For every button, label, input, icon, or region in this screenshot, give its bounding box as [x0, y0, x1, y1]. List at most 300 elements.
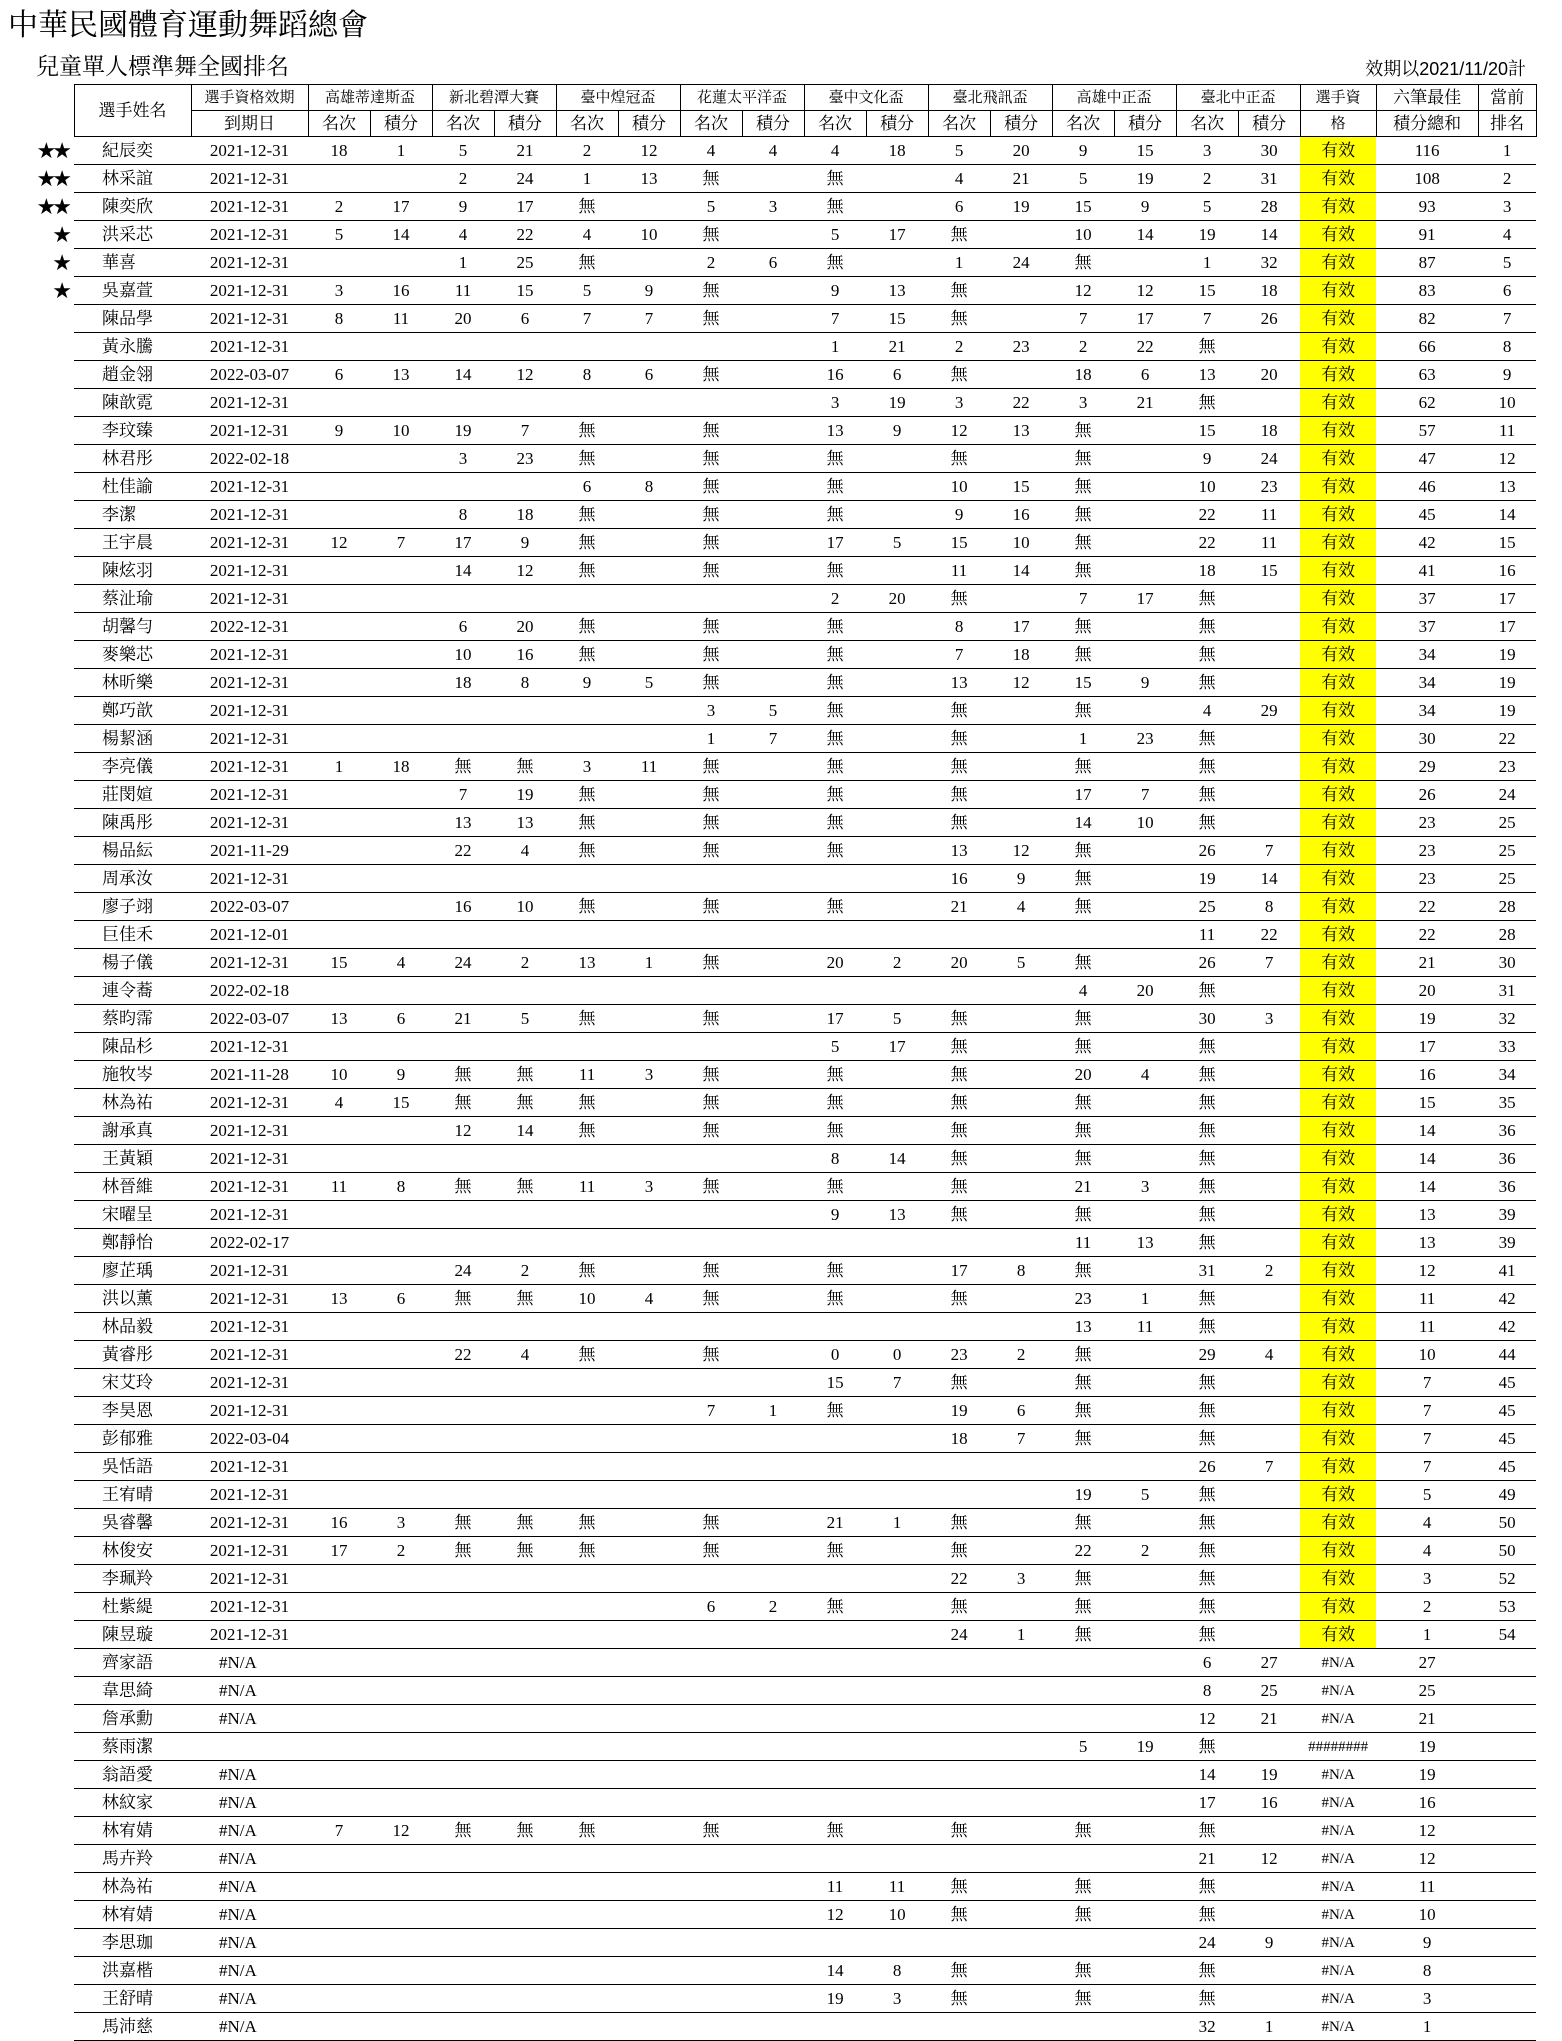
event4-rank: 無	[680, 221, 742, 249]
event2-score	[494, 1453, 556, 1481]
rank-subheader: 名次	[1176, 111, 1238, 137]
player-name: 陳品學	[74, 305, 191, 333]
event8-rank: 26	[1176, 837, 1238, 865]
event8-score: 11	[1238, 501, 1300, 529]
player-name: 詹承勳	[74, 1705, 191, 1733]
event3-rank	[556, 725, 618, 753]
current-rank: 17	[1478, 585, 1536, 613]
current-rank	[1478, 1789, 1536, 1817]
event1-rank: 9	[308, 417, 370, 445]
event4-score: 3	[742, 193, 804, 221]
event5-score	[866, 697, 928, 725]
star-rating	[34, 1929, 74, 1957]
event2-rank	[432, 1733, 494, 1761]
event4-score	[742, 1257, 804, 1285]
event8-score: 12	[1238, 1845, 1300, 1873]
event4-score	[742, 1929, 804, 1957]
event7-score	[1114, 1145, 1176, 1173]
event2-rank: 無	[432, 1537, 494, 1565]
best-score-total: 3	[1376, 1565, 1478, 1593]
event4-score	[742, 1145, 804, 1173]
event8-rank: 15	[1176, 277, 1238, 305]
event6-score: 24	[990, 249, 1052, 277]
event6-score	[990, 725, 1052, 753]
event3-rank	[556, 1677, 618, 1705]
event2-rank: 無	[432, 1061, 494, 1089]
eligibility-status: 有效	[1300, 1453, 1376, 1481]
best-score-total: 5	[1376, 1481, 1478, 1509]
event8-score	[1238, 1201, 1300, 1229]
best-score-header: 六筆最佳	[1376, 85, 1478, 111]
expiry-date: #N/A	[191, 1761, 308, 1789]
event8-rank: 18	[1176, 557, 1238, 585]
player-name: 王宇晨	[74, 529, 191, 557]
best-score-total: 19	[1376, 1005, 1478, 1033]
event2-score	[494, 1565, 556, 1593]
event8-rank: 無	[1176, 753, 1238, 781]
event8-score: 1	[1238, 2013, 1300, 2041]
current-rank: 39	[1478, 1201, 1536, 1229]
event4-score	[742, 1425, 804, 1453]
event3-rank: 無	[556, 501, 618, 529]
table-row	[34, 865, 1536, 893]
event1-score	[370, 977, 432, 1005]
eligibility-status: 有效	[1300, 137, 1376, 165]
event5-rank: 20	[804, 949, 866, 977]
event2-rank	[432, 1649, 494, 1677]
table-body	[34, 137, 1536, 2041]
event4-rank: 無	[680, 529, 742, 557]
player-name: 洪嘉楷	[74, 1957, 191, 1985]
event7-score	[1114, 1509, 1176, 1537]
event2-score	[494, 1649, 556, 1677]
event6-score	[990, 1705, 1052, 1733]
event4-score	[742, 1453, 804, 1481]
event4-score	[742, 641, 804, 669]
event8-rank: 11	[1176, 921, 1238, 949]
event3-score	[618, 725, 680, 753]
event7-rank: 無	[1052, 529, 1114, 557]
player-name: 陳禹彤	[74, 809, 191, 837]
table-row	[34, 1817, 1536, 1845]
player-name: 林俊安	[74, 1537, 191, 1565]
table-row	[34, 361, 1536, 389]
event4-rank: 無	[680, 1117, 742, 1145]
event8-score	[1238, 1369, 1300, 1397]
eligibility-status: #N/A	[1300, 1985, 1376, 2013]
table-row	[34, 1397, 1536, 1425]
event8-score	[1238, 1089, 1300, 1117]
expiry-date: 2021-12-31	[191, 557, 308, 585]
event7-rank: 14	[1052, 809, 1114, 837]
event-header: 臺北飛訊盃	[928, 85, 1052, 111]
event8-score: 32	[1238, 249, 1300, 277]
event7-score	[1114, 1761, 1176, 1789]
star-rating	[34, 1593, 74, 1621]
player-name: 巨佳禾	[74, 921, 191, 949]
event7-rank: 19	[1052, 1481, 1114, 1509]
event1-score: 9	[370, 1061, 432, 1089]
event2-score	[494, 473, 556, 501]
event4-rank: 7	[680, 1397, 742, 1425]
eligibility-status: 有效	[1300, 1089, 1376, 1117]
expiry-date: 2021-11-29	[191, 837, 308, 865]
event5-rank: 無	[804, 1117, 866, 1145]
player-name: 黃永騰	[74, 333, 191, 361]
event4-score	[742, 1033, 804, 1061]
event8-rank: 1	[1176, 249, 1238, 277]
event3-score: 5	[618, 669, 680, 697]
event4-rank: 無	[680, 949, 742, 977]
event2-rank	[432, 1201, 494, 1229]
event4-score	[742, 333, 804, 361]
player-name: 連令蕎	[74, 977, 191, 1005]
event5-rank	[804, 1453, 866, 1481]
event5-rank: 無	[804, 1537, 866, 1565]
event1-rank	[308, 837, 370, 865]
event3-rank	[556, 1845, 618, 1873]
event4-score	[742, 473, 804, 501]
event5-rank: 無	[804, 445, 866, 473]
event4-rank: 無	[680, 669, 742, 697]
event5-score	[866, 1565, 928, 1593]
expiry-date: 2021-12-31	[191, 1117, 308, 1145]
current-rank: 6	[1478, 277, 1536, 305]
best-score-total: 62	[1376, 389, 1478, 417]
best-score-total: 116	[1376, 137, 1478, 165]
expiry-header: 選手資格效期	[191, 85, 308, 111]
event2-rank: 14	[432, 557, 494, 585]
event8-rank: 無	[1176, 389, 1238, 417]
current-rank	[1478, 1929, 1536, 1957]
event4-rank: 無	[680, 1817, 742, 1845]
current-rank-subheader: 排名	[1478, 111, 1536, 137]
star-rating	[34, 837, 74, 865]
event3-rank: 無	[556, 1089, 618, 1117]
event5-rank: 無	[804, 837, 866, 865]
event1-score	[370, 697, 432, 725]
event3-rank	[556, 1761, 618, 1789]
event2-score: 12	[494, 361, 556, 389]
star-rating: ★	[52, 277, 68, 303]
event7-score: 12	[1114, 277, 1176, 305]
event1-rank	[308, 1789, 370, 1817]
event3-rank	[556, 1201, 618, 1229]
eligibility-status: 有效	[1300, 1425, 1376, 1453]
event2-rank: 18	[432, 669, 494, 697]
event5-score: 13	[866, 277, 928, 305]
event6-rank: 12	[928, 417, 990, 445]
current-rank	[1478, 1649, 1536, 1677]
event5-rank: 無	[804, 1173, 866, 1201]
event5-rank	[804, 1229, 866, 1257]
event5-rank: 無	[804, 473, 866, 501]
event1-score	[370, 1929, 432, 1957]
event5-score	[866, 725, 928, 753]
event5-rank: 8	[804, 1145, 866, 1173]
event1-score	[370, 641, 432, 669]
event7-rank: 22	[1052, 1537, 1114, 1565]
event8-rank: 21	[1176, 1845, 1238, 1873]
expiry-date: 2021-12-31	[191, 1173, 308, 1201]
event3-score	[618, 1033, 680, 1061]
event2-rank	[432, 1229, 494, 1257]
best-score-total: 19	[1376, 1733, 1478, 1761]
event4-rank	[680, 1985, 742, 2013]
current-rank	[1478, 1985, 1536, 2013]
star-rating	[34, 1369, 74, 1397]
event2-rank	[432, 725, 494, 753]
eligibility-status: 有效	[1300, 1061, 1376, 1089]
star-rating	[34, 529, 74, 557]
event5-score: 19	[866, 389, 928, 417]
event5-score	[866, 2013, 928, 2041]
event3-score	[618, 781, 680, 809]
event7-score: 7	[1114, 781, 1176, 809]
event2-score: 23	[494, 445, 556, 473]
event5-score	[866, 669, 928, 697]
event7-rank: 7	[1052, 585, 1114, 613]
event1-rank	[308, 1397, 370, 1425]
event4-score	[742, 1537, 804, 1565]
player-name: 彭郁雅	[74, 1425, 191, 1453]
event6-rank: 無	[928, 753, 990, 781]
event6-rank: 13	[928, 669, 990, 697]
event7-score	[1114, 1257, 1176, 1285]
event8-score: 23	[1238, 473, 1300, 501]
event3-score	[618, 1761, 680, 1789]
event4-rank	[680, 1873, 742, 1901]
event3-rank	[556, 585, 618, 613]
eligibility-status: 有效	[1300, 613, 1376, 641]
expiry-date: 2021-12-31	[191, 585, 308, 613]
event6-rank	[928, 1677, 990, 1705]
event2-rank	[432, 921, 494, 949]
event5-score	[866, 641, 928, 669]
current-rank: 49	[1478, 1481, 1536, 1509]
event1-score	[370, 1957, 432, 1985]
event4-rank: 無	[680, 809, 742, 837]
table-row	[34, 613, 1536, 641]
event7-score	[1114, 1397, 1176, 1425]
eligibility-status: 有效	[1300, 529, 1376, 557]
star-rating: ★★	[36, 165, 68, 191]
event1-rank	[308, 641, 370, 669]
event1-score	[370, 1621, 432, 1649]
table-row	[34, 1061, 1536, 1089]
event6-rank: 無	[928, 585, 990, 613]
event1-score: 7	[370, 529, 432, 557]
event8-score: 30	[1238, 137, 1300, 165]
event1-rank	[308, 389, 370, 417]
event6-score	[990, 1145, 1052, 1173]
event6-rank: 無	[928, 1033, 990, 1061]
event2-rank: 4	[432, 221, 494, 249]
event3-score: 7	[618, 305, 680, 333]
score-subheader: 積分	[1238, 111, 1300, 137]
event4-score	[742, 1481, 804, 1509]
event1-score	[370, 1257, 432, 1285]
eligibility-status: 有效	[1300, 977, 1376, 1005]
event4-score	[742, 1229, 804, 1257]
event3-rank: 無	[556, 1257, 618, 1285]
event4-score	[742, 1173, 804, 1201]
event8-score: 14	[1238, 221, 1300, 249]
star-rating	[34, 1901, 74, 1929]
event7-score	[1114, 1089, 1176, 1117]
table-row	[34, 949, 1536, 977]
event6-rank: 17	[928, 1257, 990, 1285]
event5-rank: 無	[804, 725, 866, 753]
event8-score: 20	[1238, 361, 1300, 389]
event8-rank: 無	[1176, 781, 1238, 809]
event6-rank	[928, 1761, 990, 1789]
event8-score	[1238, 977, 1300, 1005]
table-row	[34, 557, 1536, 585]
event2-rank	[432, 1313, 494, 1341]
eligibility-status: 有效	[1300, 1537, 1376, 1565]
player-name: 馬沛慈	[74, 2013, 191, 2041]
event3-score	[618, 585, 680, 613]
player-name: 林為祐	[74, 1089, 191, 1117]
event3-rank: 無	[556, 445, 618, 473]
event4-score	[742, 165, 804, 193]
score-subheader: 積分	[990, 111, 1052, 137]
event1-rank: 3	[308, 277, 370, 305]
event1-score	[370, 613, 432, 641]
event3-rank: 3	[556, 753, 618, 781]
event1-rank	[308, 921, 370, 949]
event5-score	[866, 809, 928, 837]
event3-rank	[556, 1873, 618, 1901]
event7-score: 5	[1114, 1481, 1176, 1509]
best-score-total: 34	[1376, 641, 1478, 669]
event6-score	[990, 1845, 1052, 1873]
event3-rank: 9	[556, 669, 618, 697]
event4-score	[742, 1621, 804, 1649]
event5-score: 18	[866, 137, 928, 165]
player-name: 李珮羚	[74, 1565, 191, 1593]
event1-rank	[308, 1733, 370, 1761]
current-rank	[1478, 1733, 1536, 1761]
player-name: 洪采芯	[74, 221, 191, 249]
event3-rank	[556, 1789, 618, 1817]
table-row	[34, 1117, 1536, 1145]
event5-score: 3	[866, 1985, 928, 2013]
event8-score	[1238, 389, 1300, 417]
event4-rank	[680, 1033, 742, 1061]
event-header: 臺中文化盃	[804, 85, 928, 111]
event2-score: 無	[494, 1089, 556, 1117]
event2-score	[494, 1677, 556, 1705]
event8-rank: 7	[1176, 305, 1238, 333]
best-score-total: 23	[1376, 809, 1478, 837]
event4-score	[742, 529, 804, 557]
event6-rank: 無	[928, 1201, 990, 1229]
event1-score	[370, 1369, 432, 1397]
event6-rank: 無	[928, 1593, 990, 1621]
event5-score: 1	[866, 1509, 928, 1537]
player-name: 黃睿彤	[74, 1341, 191, 1369]
event3-rank	[556, 333, 618, 361]
rank-subheader: 名次	[308, 111, 370, 137]
event7-rank: 無	[1052, 501, 1114, 529]
event4-rank: 無	[680, 1173, 742, 1201]
player-name: 馬卉羚	[74, 1845, 191, 1873]
player-name: 鄭巧歆	[74, 697, 191, 725]
event2-rank: 14	[432, 361, 494, 389]
event7-rank: 21	[1052, 1173, 1114, 1201]
event1-score	[370, 249, 432, 277]
table-header	[34, 85, 1536, 137]
event4-rank: 無	[680, 1061, 742, 1089]
eligibility-status: #N/A	[1300, 1957, 1376, 1985]
event8-score	[1238, 809, 1300, 837]
event8-rank: 10	[1176, 473, 1238, 501]
rank-subheader: 名次	[680, 111, 742, 137]
eligibility-status: 有效	[1300, 1201, 1376, 1229]
event2-score	[494, 921, 556, 949]
star-rating: ★	[52, 221, 68, 247]
event3-rank	[556, 1929, 618, 1957]
event2-score: 無	[494, 1285, 556, 1313]
best-score-total: 14	[1376, 1173, 1478, 1201]
event7-rank: 2	[1052, 333, 1114, 361]
event3-score: 8	[618, 473, 680, 501]
current-rank	[1478, 1705, 1536, 1733]
event4-rank	[680, 921, 742, 949]
event4-score	[742, 1117, 804, 1145]
event1-score	[370, 1397, 432, 1425]
event6-score: 16	[990, 501, 1052, 529]
event4-score	[742, 221, 804, 249]
score-subheader: 積分	[1114, 111, 1176, 137]
event3-rank: 10	[556, 1285, 618, 1313]
event1-score	[370, 2013, 432, 2041]
event7-rank: 18	[1052, 361, 1114, 389]
eligibility-status: 有效	[1300, 165, 1376, 193]
event1-rank	[308, 501, 370, 529]
best-score-total: 42	[1376, 529, 1478, 557]
event7-rank: 無	[1052, 1201, 1114, 1229]
player-name: 林紋家	[74, 1789, 191, 1817]
event5-rank: 5	[804, 221, 866, 249]
event8-rank: 無	[1176, 1313, 1238, 1341]
event2-score	[494, 725, 556, 753]
event2-rank: 2	[432, 165, 494, 193]
player-name: 楊子儀	[74, 949, 191, 977]
ranking-subtitle: 兒童單人標準舞全國排名	[36, 54, 289, 80]
expiry-date: #N/A	[191, 1789, 308, 1817]
eligibility-status: 有效	[1300, 193, 1376, 221]
event5-rank	[804, 1733, 866, 1761]
star-rating	[34, 921, 74, 949]
event8-score: 21	[1238, 1705, 1300, 1733]
current-rank: 31	[1478, 977, 1536, 1005]
star-rating	[34, 753, 74, 781]
player-name: 林宥婧	[74, 1901, 191, 1929]
event2-score	[494, 1985, 556, 2013]
event8-rank: 6	[1176, 1649, 1238, 1677]
table-row	[34, 389, 1536, 417]
expiry-date: #N/A	[191, 1817, 308, 1845]
expiry-date: 2021-12-31	[191, 529, 308, 557]
event-header: 高雄蒂達斯盃	[308, 85, 432, 111]
event7-score	[1114, 921, 1176, 949]
event8-rank: 無	[1176, 613, 1238, 641]
event6-score	[990, 361, 1052, 389]
best-score-total: 91	[1376, 221, 1478, 249]
